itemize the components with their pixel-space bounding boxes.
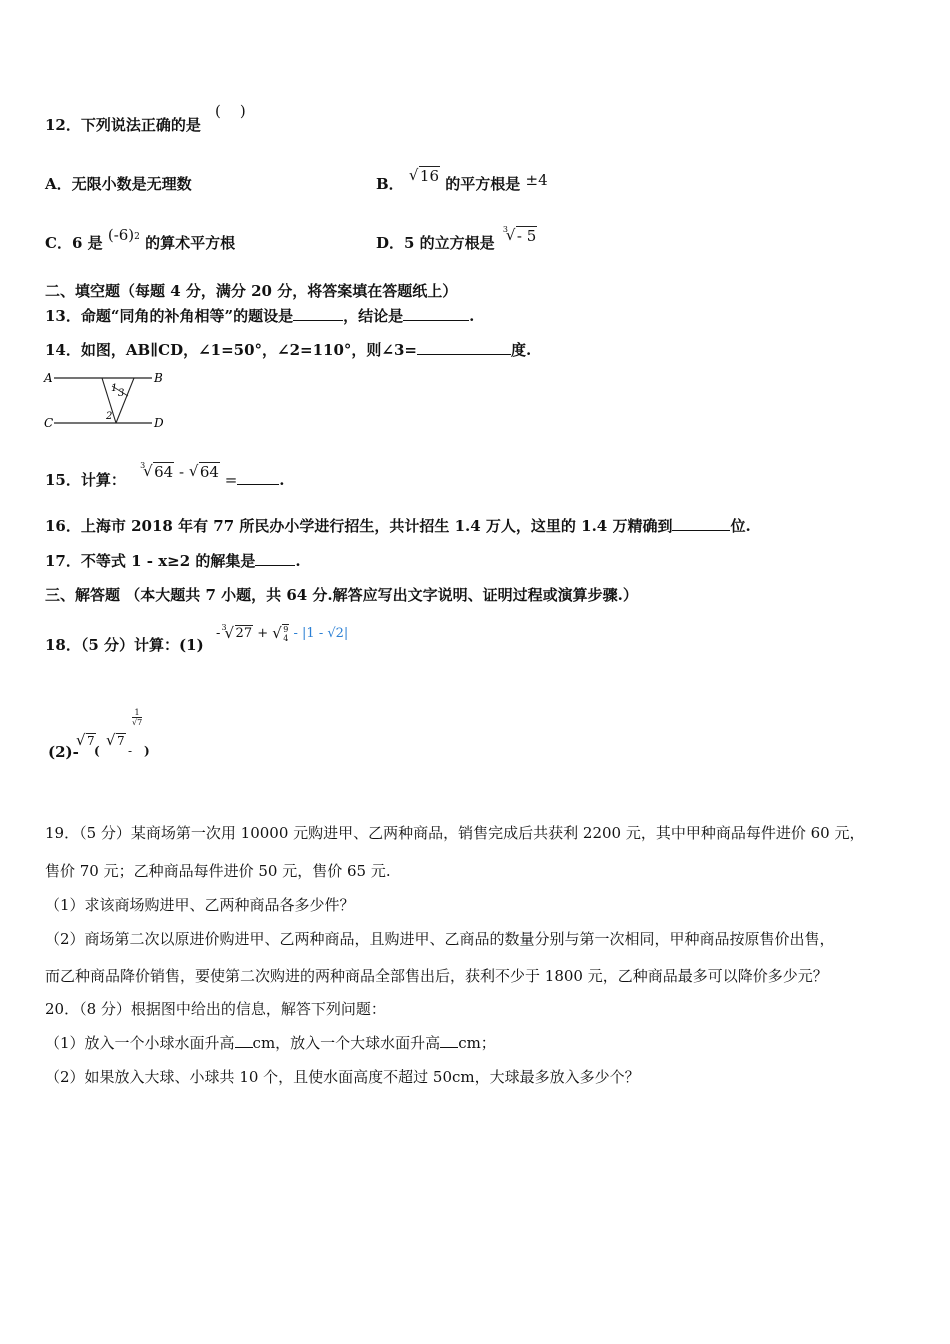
q18: 18．（5 分）计算：(1) (45, 636, 204, 654)
q12-paren: ( ) (215, 102, 246, 120)
q12-stem: 12．下列说法正确的是 (45, 116, 201, 134)
fraction-1-over-sqrt7: 1 √7 (132, 708, 143, 727)
q19-line-5: 而乙种商品降价销售，要使第二次购进的两种商品全部售出后，获利不少于 1800 元，乙种商品最多可以降价多少元？ (45, 967, 828, 985)
q17: 17．不等式 1 - x≥2 的解集是 . (45, 552, 301, 570)
sqrt-nine-fourths: √ 9 4 (272, 624, 289, 644)
q19-line-4: （2）商场第二次以原进价购进甲、乙两种商品，且购进甲、乙商品的数量分别与第一次相同，甲种商品按原售价出售， (45, 930, 835, 948)
q19-line-1: 19．（5 分）某商场第一次用 10000 元购进甲、乙两种商品，销售完成后共获利 2200 元，其中甲种商品每件进价 60 元， (45, 824, 865, 842)
cube-root-neg5: √ 3 - 5 (506, 226, 537, 246)
q14: 14．如图，AB∥CD，∠1=50°，∠2=110°，则∠3= 度. (45, 341, 532, 359)
section-3-title: 三、解答题 （本大题共 7 小题，共 64 分.解答应写出文字说明、证明过程或演算步骤.） (45, 586, 638, 604)
label-d: D (154, 416, 164, 430)
q18-part-2: (2)- (48, 743, 79, 761)
q12-option-c: C．6 是 $(-6)^2$ 的算术平方根 (45, 226, 236, 252)
q20-line-2: （1）放入一个小球水面升高 cm，放入一个大球水面升高 cm； (45, 1034, 496, 1052)
angle-label-3: 3 (118, 388, 125, 399)
q12-option-d: D．5 的立方根是 √ 3 - 5 (376, 233, 537, 253)
q13: 13．命题“同角的补角相等”的题设是 ，结论是 . (45, 307, 475, 325)
sqrt-64: √ 64 (189, 462, 220, 482)
section-2-title: 二、填空题（每题 4 分，满分 20 分，将答案填在答题纸上） (45, 282, 458, 300)
label-a: A (44, 371, 53, 385)
q14-blank[interactable] (417, 340, 511, 355)
q20-line-3: （2）如果放入大球、小球共 10 个，且使水面高度不超过 50cm，大球最多放入多少个？ (45, 1068, 640, 1086)
transversal-2 (116, 378, 134, 423)
q17-blank[interactable] (255, 551, 295, 566)
q19-line-3: （1）求该商场购进甲、乙两种商品各多少件？ (45, 896, 355, 914)
q16: 16．上海市 2018 年有 77 所民办小学进行招生，共计招生 1.4 万人，这里的 1.4 万精确到 位. (45, 517, 751, 535)
label-b: B (154, 371, 163, 385)
sqrt-7-b: √ 7 (106, 731, 126, 751)
cube-root-27: √ 3 27 (225, 624, 254, 644)
cube-root-64: √ 3 64 (143, 462, 174, 482)
q19-line-2: 售价 70 元；乙种商品每件进价 50 元，售价 65 元. (45, 862, 391, 880)
q20-blank-small[interactable] (235, 1033, 253, 1048)
q20-blank-large[interactable] (440, 1033, 458, 1048)
q12-option-a: A．无限小数是无理数 (45, 175, 192, 193)
sqrt-16: √ 16 (409, 166, 440, 186)
sqrt-7-a: √ 7 (76, 731, 96, 751)
q20-line-1: 20．（8 分）根据图中给出的信息，解答下列问题： (45, 1000, 386, 1018)
q18-expr-2: √ 7 ( √ 7 - 1 √7 ) (76, 705, 166, 765)
q15-blank[interactable] (237, 470, 279, 485)
q18-expr-1: - √ 3 27 + √ 9 4 - |1 - √2| (216, 624, 348, 644)
q15: 15．计算： √ 3 64 - √ 64 = . (45, 470, 285, 490)
parallel-lines-figure (40, 368, 170, 432)
angle-label-2: 2 (106, 411, 113, 422)
label-c: C (44, 416, 54, 430)
q13-blank-2[interactable] (403, 306, 469, 321)
angle-label-1: 1 (111, 383, 118, 394)
q13-blank-1[interactable] (293, 306, 343, 321)
q12-option-b: B． √ 16 的平方根是 ±4 (376, 174, 548, 194)
q16-blank[interactable] (672, 516, 730, 531)
